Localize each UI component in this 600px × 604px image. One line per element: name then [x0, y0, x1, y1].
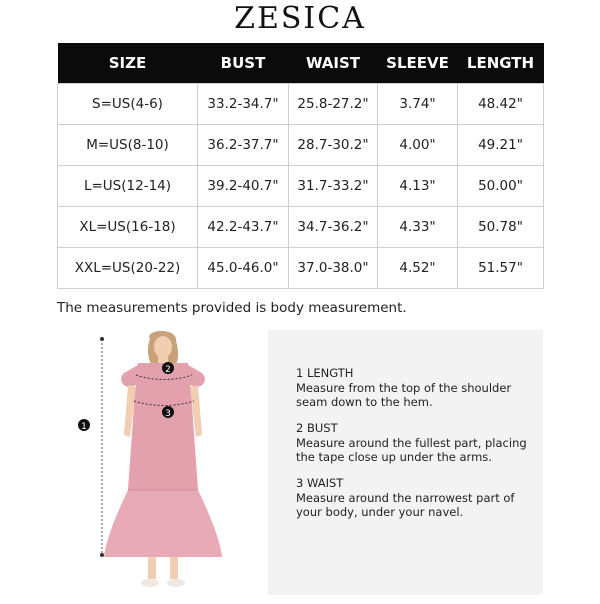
cell-bust: 39.2-40.7" [198, 166, 289, 207]
header-sleeve: SLEEVE [378, 43, 458, 84]
measurement-guide-panel [268, 330, 543, 595]
cell-size: XXL=US(20-22) [58, 248, 198, 289]
table-row [58, 125, 544, 166]
guide-title: 3 WAIST [296, 476, 344, 490]
header-waist: WAIST [289, 43, 378, 84]
cell-waist: 25.8-27.2" [289, 84, 378, 125]
cell-length: 50.78" [458, 207, 544, 248]
cell-sleeve: 4.52" [378, 248, 458, 289]
marker-1-label: 1 [81, 422, 87, 432]
table-row [58, 248, 544, 289]
cell-sleeve: 4.33" [378, 207, 458, 248]
brand-logo: ZESICA [234, 1, 366, 36]
measurement-note: The measurements provided is body measurement. [57, 300, 407, 316]
cell-size: XL=US(16-18) [58, 207, 198, 248]
guide-title: 2 BUST [296, 421, 338, 435]
cell-sleeve: 4.13" [378, 166, 458, 207]
header-size: SIZE [58, 43, 198, 84]
cell-bust: 45.0-46.0" [198, 248, 289, 289]
guide-description: Measure from the top of the shoulder seam down to the hem. [296, 380, 512, 409]
cell-sleeve: 4.00" [378, 125, 458, 166]
header-length: LENGTH [458, 43, 544, 84]
cell-length: 51.57" [458, 248, 544, 289]
size-chart-table [57, 43, 544, 289]
right-sandal-shape [167, 579, 185, 587]
guide-title: 1 LENGTH [296, 366, 354, 380]
cell-length: 48.42" [458, 84, 544, 125]
right-leg-shape [170, 557, 178, 579]
cell-bust: 33.2-34.7" [198, 84, 289, 125]
cell-waist: 37.0-38.0" [289, 248, 378, 289]
model-figure [72, 325, 262, 600]
cell-size: M=US(8-10) [58, 125, 198, 166]
length-bottom-dot [100, 553, 104, 557]
cell-waist: 31.7-33.2" [289, 166, 378, 207]
left-leg-shape [148, 557, 156, 579]
cell-length: 49.21" [458, 125, 544, 166]
dress-body-shape [128, 363, 198, 490]
guide-item-length [296, 366, 536, 410]
table-row [58, 166, 544, 207]
guide-description: Measure around the fullest part, placing the tape close up under the arms. [296, 435, 527, 464]
cell-waist: 28.7-30.2" [289, 125, 378, 166]
dress-tier-shape [104, 490, 222, 557]
guide-item-bust [296, 421, 536, 465]
cell-waist: 34.7-36.2" [289, 207, 378, 248]
dress-illustration [72, 325, 262, 600]
table-row [58, 84, 544, 125]
guide-item-waist [296, 476, 536, 520]
cell-size: S=US(4-6) [58, 84, 198, 125]
table-row [58, 207, 544, 248]
face-shape [154, 336, 172, 358]
length-top-dot [100, 337, 104, 341]
left-sandal-shape [141, 579, 159, 587]
cell-length: 50.00" [458, 166, 544, 207]
cell-sleeve: 3.74" [378, 84, 458, 125]
cell-size: L=US(12-14) [58, 166, 198, 207]
cell-bust: 42.2-43.7" [198, 207, 289, 248]
guide-description: Measure around the narrowest part of your body, under your navel. [296, 490, 515, 519]
marker-2-label: 2 [165, 365, 171, 375]
marker-3-label: 3 [165, 409, 171, 419]
cell-bust: 36.2-37.7" [198, 125, 289, 166]
table-header-row [58, 43, 544, 84]
header-bust: BUST [198, 43, 289, 84]
